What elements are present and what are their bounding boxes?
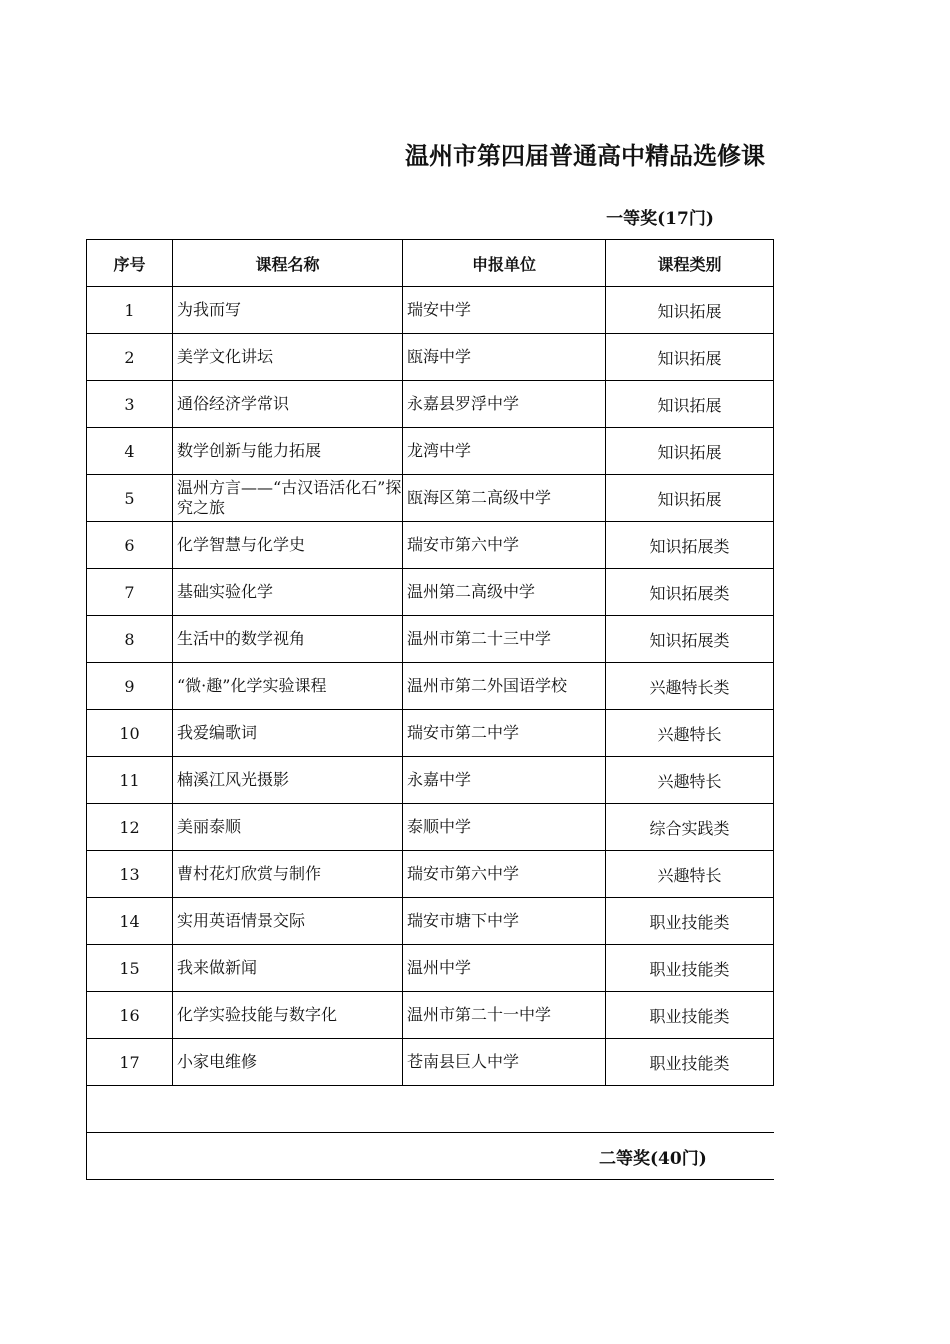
cell-unit: 瑞安市第六中学: [403, 851, 606, 898]
cell-overflow: [774, 569, 775, 616]
cell-category: 知识拓展: [606, 334, 774, 381]
page-title: 温州市第四届普通高中精品选修课: [405, 141, 765, 170]
cell-unit: 永嘉中学: [403, 757, 606, 804]
cell-overflow: [774, 475, 775, 522]
cell-no: 6: [87, 522, 173, 569]
cell-no: 10: [87, 710, 173, 757]
cell-course: 楠溪江风光摄影: [173, 757, 403, 804]
cell-no: 8: [87, 616, 173, 663]
cell-category: 知识拓展: [606, 287, 774, 334]
header-overflow: [774, 240, 775, 287]
cell-course: 化学实验技能与数字化: [173, 992, 403, 1039]
cell-course: 数学创新与能力拓展: [173, 428, 403, 475]
cell-unit: 苍南县巨人中学: [403, 1039, 606, 1086]
header-category: 课程类别: [606, 240, 774, 287]
table-row: [87, 804, 775, 851]
second-prize-cell: [87, 1133, 775, 1180]
cell-unit: 泰顺中学: [403, 804, 606, 851]
cell-category: 职业技能类: [606, 898, 774, 945]
table-row: [87, 757, 775, 804]
cell-no: 2: [87, 334, 173, 381]
table-row: [87, 616, 775, 663]
cell-no: 11: [87, 757, 173, 804]
cell-category: 职业技能类: [606, 992, 774, 1039]
table-row: [87, 381, 775, 428]
cell-category: 兴趣特长: [606, 851, 774, 898]
table-row: [87, 710, 775, 757]
cell-category: 知识拓展: [606, 475, 774, 522]
header-course: 课程名称: [173, 240, 403, 287]
header-no: 序号: [87, 240, 173, 287]
cell-overflow: [774, 945, 775, 992]
cell-overflow: [774, 992, 775, 1039]
cell-unit: 瑞安中学: [403, 287, 606, 334]
cell-course: 美丽泰顺: [173, 804, 403, 851]
cell-course: 为我而写: [173, 287, 403, 334]
cell-no: 4: [87, 428, 173, 475]
blank-cell: [87, 1086, 775, 1133]
cell-no: 12: [87, 804, 173, 851]
cell-no: 3: [87, 381, 173, 428]
cell-category: 知识拓展类: [606, 522, 774, 569]
cell-unit: 瑞安市第二中学: [403, 710, 606, 757]
table-row: [87, 334, 775, 381]
table-row: [87, 428, 775, 475]
table-row: [87, 945, 775, 992]
cell-overflow: [774, 616, 775, 663]
cell-overflow: [774, 1039, 775, 1086]
second-prize-heading: 二等奖(40门): [599, 1148, 707, 1169]
cell-unit: 瑞安市第六中学: [403, 522, 606, 569]
cell-overflow: [774, 381, 775, 428]
cell-category: 兴趣特长: [606, 710, 774, 757]
cell-course: 我来做新闻: [173, 945, 403, 992]
cell-no: 15: [87, 945, 173, 992]
cell-course: 美学文化讲坛: [173, 334, 403, 381]
table-row: [87, 1039, 775, 1086]
cell-category: 知识拓展类: [606, 569, 774, 616]
cell-unit: 瑞安市塘下中学: [403, 898, 606, 945]
cell-no: 13: [87, 851, 173, 898]
cell-overflow: [774, 522, 775, 569]
cell-course: 实用英语情景交际: [173, 898, 403, 945]
cell-unit: 瓯海区第二高级中学: [403, 475, 606, 522]
cell-overflow: [774, 804, 775, 851]
cell-unit: 温州市第二外国语学校: [403, 663, 606, 710]
cell-overflow: [774, 757, 775, 804]
table-row: [87, 663, 775, 710]
table-header-row: [87, 240, 775, 287]
cell-category: 综合实践类: [606, 804, 774, 851]
cell-unit: 永嘉县罗浮中学: [403, 381, 606, 428]
cell-category: 职业技能类: [606, 1039, 774, 1086]
cell-unit: 温州市第二十三中学: [403, 616, 606, 663]
second-prize-row: [87, 1133, 775, 1180]
header-unit: 申报单位: [403, 240, 606, 287]
cell-course: 小家电维修: [173, 1039, 403, 1086]
table-row: [87, 851, 775, 898]
table-row: [87, 287, 775, 334]
cell-category: 知识拓展类: [606, 616, 774, 663]
cell-category: 知识拓展: [606, 428, 774, 475]
award-table-container: [86, 239, 774, 1223]
cell-no: 5: [87, 475, 173, 522]
cell-unit: 温州中学: [403, 945, 606, 992]
cell-no: 1: [87, 287, 173, 334]
cell-unit: 瓯海中学: [403, 334, 606, 381]
cell-overflow: [774, 287, 775, 334]
cell-course: 温州方言——“古汉语活化石”探究之旅: [173, 475, 403, 522]
cell-no: 9: [87, 663, 173, 710]
table-row: [87, 569, 775, 616]
award-table: [86, 239, 774, 1180]
cell-category: 兴趣特长: [606, 757, 774, 804]
cell-course: “微·趣”化学实验课程: [173, 663, 403, 710]
cell-overflow: [774, 663, 775, 710]
cell-no: 14: [87, 898, 173, 945]
cell-overflow: [774, 851, 775, 898]
first-prize-heading: 一等奖(17门): [606, 209, 714, 229]
cell-category: 职业技能类: [606, 945, 774, 992]
cell-course: 曹村花灯欣赏与制作: [173, 851, 403, 898]
cell-course: 化学智慧与化学史: [173, 522, 403, 569]
cell-course: 我爱编歌词: [173, 710, 403, 757]
cell-overflow: [774, 428, 775, 475]
table-row: [87, 898, 775, 945]
blank-row: [87, 1086, 775, 1133]
cell-course: 通俗经济学常识: [173, 381, 403, 428]
cell-course: 生活中的数学视角: [173, 616, 403, 663]
cell-category: 兴趣特长类: [606, 663, 774, 710]
cell-category: 知识拓展: [606, 381, 774, 428]
table-row: [87, 992, 775, 1039]
table-row: [87, 522, 775, 569]
cell-unit: 温州第二高级中学: [403, 569, 606, 616]
cell-no: 16: [87, 992, 173, 1039]
table-row: [87, 475, 775, 522]
cell-overflow: [774, 898, 775, 945]
cell-no: 7: [87, 569, 173, 616]
cell-overflow: [774, 710, 775, 757]
cell-unit: 温州市第二十一中学: [403, 992, 606, 1039]
cell-overflow: [774, 334, 775, 381]
cell-no: 17: [87, 1039, 173, 1086]
cell-unit: 龙湾中学: [403, 428, 606, 475]
cell-course: 基础实验化学: [173, 569, 403, 616]
